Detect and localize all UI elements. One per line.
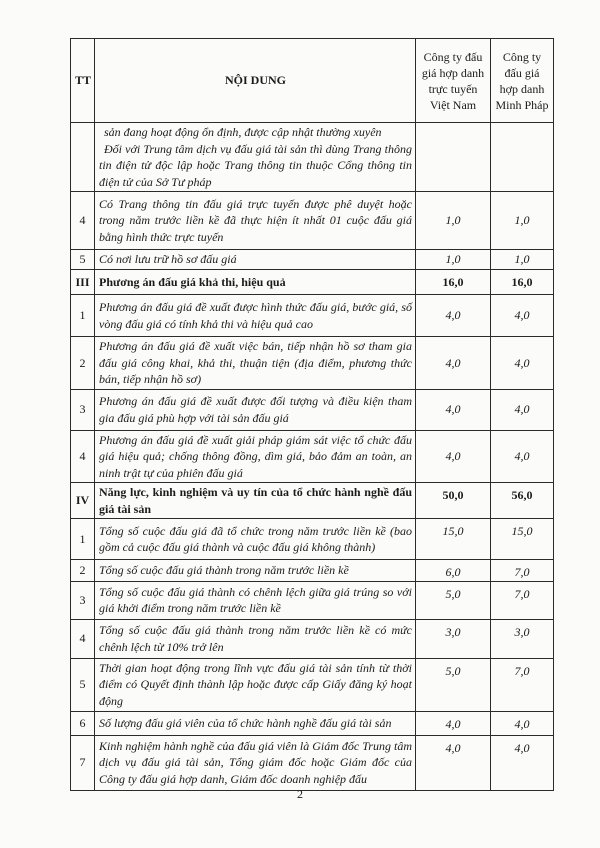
score-cell-company-1: 16,0: [416, 270, 491, 295]
section-title-cell: Năng lực, kinh nghiệm và uy tín của tổ chức hành nghề đấu giá tài sản: [95, 483, 416, 519]
score-cell-company-2: 4,0: [491, 389, 554, 430]
content-cell: Tổng số cuộc đấu giá thành trong năm trước liền kề có mức chênh lệch từ 10% trở lên: [95, 619, 416, 658]
score-cell-company-2: [491, 123, 554, 192]
table-row: [71, 250, 554, 270]
content-cell: Thời gian hoạt động trong lĩnh vực đấu giá tài sản tính từ thời điểm có Quyết định thành lập hoặc được cấp Giấy đăng ký hoạt động: [95, 658, 416, 711]
score-cell-company-1: 15,0: [416, 519, 491, 560]
tt-cell: 5: [71, 658, 95, 711]
content-cell: Phương án đấu giá đề xuất giải pháp giám sát việc tổ chức đấu giá hiệu quả; chống thông đồng, dìm giá, bảo đảm an toàn, an ninh trật tự của phiên đấu giá: [95, 430, 416, 483]
score-cell-company-2: 7,0: [491, 581, 554, 619]
content-cell: Tổng số cuộc đấu giá thành có chênh lệch giữa giá trúng so với giá khởi điểm trong năm trước liền kề: [95, 581, 416, 619]
score-cell-company-2: 4,0: [491, 295, 554, 337]
page-number: 2: [297, 787, 303, 801]
score-cell-company-2: 1,0: [491, 192, 554, 250]
score-cell-company-1: 5,0: [416, 581, 491, 619]
score-cell-company-1: 4,0: [416, 735, 491, 790]
score-cell-company-1: 3,0: [416, 619, 491, 658]
table-row: [71, 560, 554, 582]
tt-cell: 1: [71, 519, 95, 560]
score-cell-company-2: 7,0: [491, 560, 554, 582]
score-cell-company-2: 15,0: [491, 519, 554, 560]
content-cell: Số lượng đấu giá viên của tổ chức hành nghề đấu giá tài sản: [95, 711, 416, 735]
table-row: [71, 389, 554, 430]
table-row: [71, 735, 554, 790]
score-cell-company-1: 4,0: [416, 711, 491, 735]
content-cell: Tổng số cuộc đấu giá thành trong năm trước liền kề: [95, 560, 416, 582]
score-cell-company-1: 50,0: [416, 483, 491, 519]
score-cell-company-1: 4,0: [416, 337, 491, 390]
table-row: [71, 711, 554, 735]
score-cell-company-2: 4,0: [491, 711, 554, 735]
score-cell-company-2: 7,0: [491, 658, 554, 711]
table-row: [71, 337, 554, 390]
tt-cell: 4: [71, 619, 95, 658]
score-cell-company-1: 4,0: [416, 430, 491, 483]
score-cell-company-2: 4,0: [491, 337, 554, 390]
header-company-1: Công ty đấu giá hợp danh trực tuyến Việt Nam: [416, 39, 491, 123]
table-row: [71, 619, 554, 658]
table-row: [71, 295, 554, 337]
score-cell-company-1: 4,0: [416, 295, 491, 337]
score-cell-company-2: 4,0: [491, 735, 554, 790]
tt-cell: 4: [71, 192, 95, 250]
section-row: [71, 483, 554, 519]
score-cell-company-2: 4,0: [491, 430, 554, 483]
content-paragraph: Đối với Trung tâm dịch vụ đấu giá tài sản thì dùng Trang thông tin điện tử độc lập hoặc Trang thông tin thuộc Cổng thông tin điện tử của Sở Tư pháp: [99, 141, 412, 189]
table-row-continuation: [71, 123, 554, 192]
section-title-cell: Phương án đấu giá khả thi, hiệu quả: [95, 270, 416, 295]
content-cell: Có Trang thông tin đấu giá trực tuyến được phê duyệt hoặc trong năm trước liền kề đã thực hiện ít nhất 01 cuộc đấu giá bằng hình thức trực tuyến: [95, 192, 416, 250]
score-cell-company-2: 56,0: [491, 483, 554, 519]
table-row: [71, 581, 554, 619]
tt-cell: III: [71, 270, 95, 295]
score-cell-company-1: 4,0: [416, 389, 491, 430]
tt-cell: 7: [71, 735, 95, 790]
tt-cell: 3: [71, 389, 95, 430]
criteria-score-table: [70, 38, 554, 791]
score-cell-company-2: 16,0: [491, 270, 554, 295]
table-row: [71, 430, 554, 483]
score-cell-company-2: 3,0: [491, 619, 554, 658]
score-cell-company-2: 1,0: [491, 250, 554, 270]
tt-cell: 6: [71, 711, 95, 735]
content-cell: [95, 123, 416, 192]
header-tt: TT: [71, 39, 95, 123]
tt-cell: [71, 123, 95, 192]
tt-cell: 1: [71, 295, 95, 337]
tt-cell: IV: [71, 483, 95, 519]
table-header-row: [71, 39, 554, 123]
section-row: [71, 270, 554, 295]
content-cell: Có nơi lưu trữ hồ sơ đấu giá: [95, 250, 416, 270]
score-cell-company-1: 1,0: [416, 192, 491, 250]
content-cell: Phương án đấu giá đề xuất được đối tượng và điều kiện tham gia đấu giá phù hợp với tài sản đấu giá: [95, 389, 416, 430]
tt-cell: 2: [71, 560, 95, 582]
header-company-2: Công ty đấu giá hợp danh Minh Pháp: [491, 39, 554, 123]
content-cell: Kinh nghiệm hành nghề của đấu giá viên là Giám đốc Trung tâm dịch vụ đấu giá tài sản, Tổng giám đốc hoặc Giám đốc của Công ty đấu giá hợp danh, Giám đốc doanh nghiệp đấu: [95, 735, 416, 790]
content-cell: Phương án đấu giá đề xuất việc bán, tiếp nhận hồ sơ tham gia đấu giá công khai, khả thi, thuận tiện (địa điểm, phương thức bán, tiếp nhận hồ sơ): [95, 337, 416, 390]
content-cell: Tổng số cuộc đấu giá đã tổ chức trong năm trước liền kề (bao gồm cả cuộc đấu giá thành và cuộc đấu giá không thành): [95, 519, 416, 560]
score-cell-company-1: 6,0: [416, 560, 491, 582]
table-row: [71, 519, 554, 560]
content-cell: Phương án đấu giá đề xuất được hình thức đấu giá, bước giá, số vòng đấu giá có tính khả thi và hiệu quả cao: [95, 295, 416, 337]
score-cell-company-1: [416, 123, 491, 192]
tt-cell: 2: [71, 337, 95, 390]
tt-cell: 3: [71, 581, 95, 619]
score-cell-company-1: 5,0: [416, 658, 491, 711]
table-row: [71, 658, 554, 711]
header-content: NỘI DUNG: [95, 39, 416, 123]
table-row: [71, 192, 554, 250]
score-cell-company-1: 1,0: [416, 250, 491, 270]
tt-cell: 5: [71, 250, 95, 270]
tt-cell: 4: [71, 430, 95, 483]
content-paragraph: sản đang hoạt động ổn định, được cập nhật thường xuyên: [104, 125, 382, 139]
